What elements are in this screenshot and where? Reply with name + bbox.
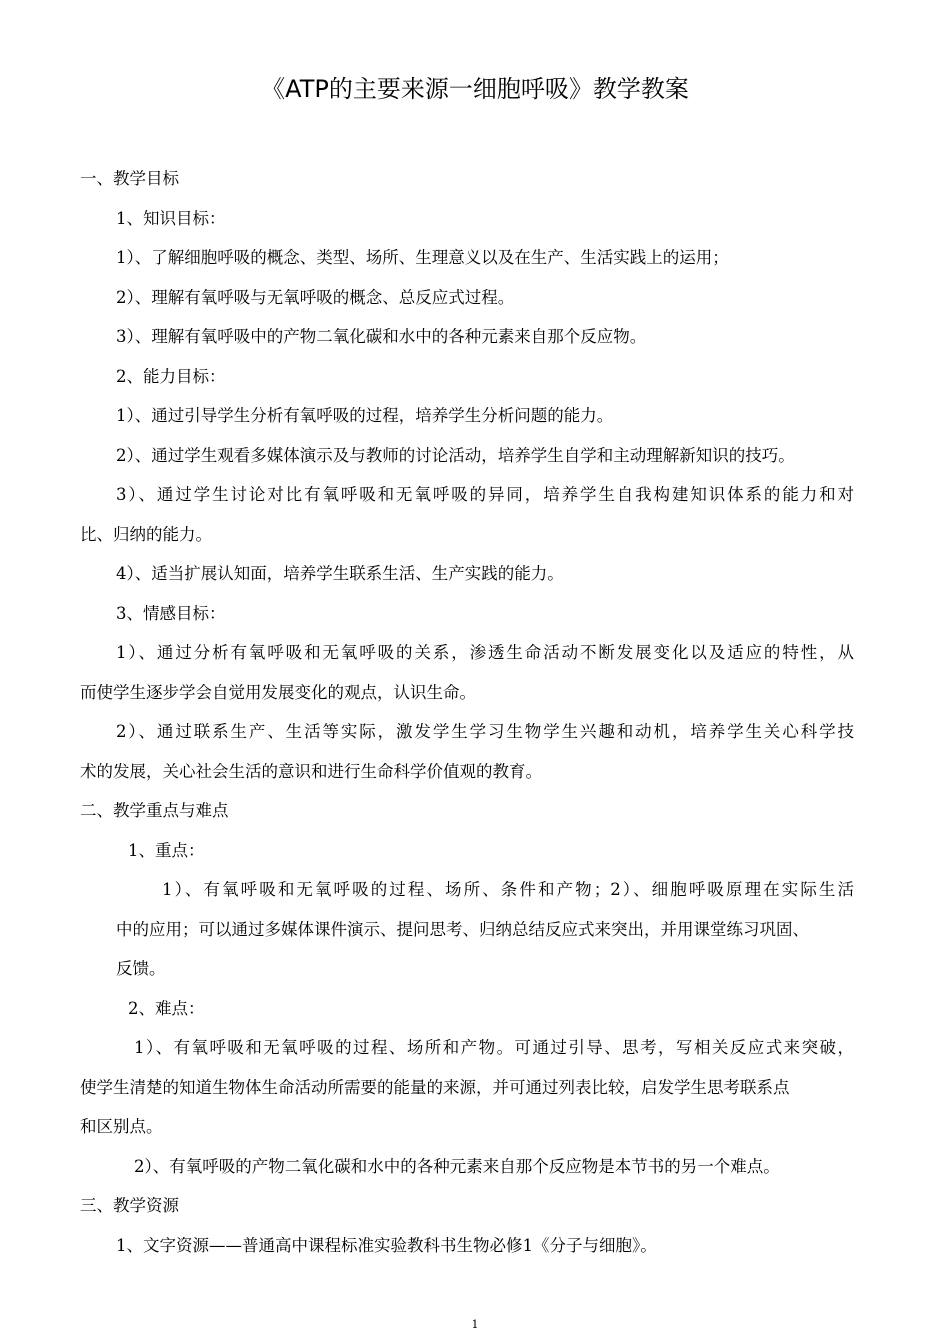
paragraph-line: 4）、适当扩展认知面，培养学生联系生活、生产实践的能力。: [116, 564, 564, 583]
paragraph-line: 反馈。: [116, 959, 166, 978]
section-heading-3: 三、教学资源: [80, 1196, 179, 1215]
paragraph-line: 术的发展，关心社会生活的意识和进行生命科学价值观的教育。: [80, 762, 542, 781]
page-number: 1: [471, 1318, 479, 1331]
paragraph-line: 和区别点。: [80, 1117, 163, 1136]
paragraph-line: 2）、通过联系生产、生活等实际，激发学生学习生物学生兴趣和动机，培养学生关心科学技: [116, 722, 854, 741]
paragraph-line: 3）、通过学生讨论对比有氧呼吸和无氧呼吸的异同，培养学生自我构建知识体系的能力和对: [116, 485, 854, 504]
paragraph-line: 1）、通过引导学生分析有氧呼吸的过程，培养学生分析问题的能力。: [116, 406, 614, 425]
paragraph-line: 3）、理解有氧呼吸中的产物二氧化碳和水中的各种元素来自那个反应物。: [116, 327, 647, 346]
subsection-heading: 2、难点：: [128, 999, 205, 1018]
paragraph-line: 2）、有氧呼吸的产物二氧化碳和水中的各种元素来自那个反应物是本节书的另一个难点。: [134, 1157, 780, 1176]
subsection-heading: 1、知识目标：: [116, 209, 226, 228]
paragraph-line: 比、归纳的能力。: [80, 525, 212, 544]
section-heading-2: 二、教学重点与难点: [80, 801, 229, 820]
subsection-heading: 2、能力目标：: [116, 367, 226, 386]
paragraph-line: 1、文字资源——普通高中课程标准实验教科书生物必修1《分子与细胞》。: [116, 1236, 657, 1255]
subsection-heading: 3、情感目标：: [116, 604, 226, 623]
paragraph-line: 1）、通过分析有氧呼吸和无氧呼吸的关系，渗透生命活动不断发展变化以及适应的特性，从: [116, 643, 854, 662]
section-heading-1: 一、教学目标: [80, 169, 179, 188]
document-title: 《ATP的主要来源一细胞呼吸》教学教案: [261, 75, 689, 103]
paragraph-line: 2）、通过学生观看多媒体演示及与教师的讨论活动，培养学生自学和主动理解新知识的技巧。: [116, 446, 795, 465]
paragraph-line: 使学生清楚的知道生物体生命活动所需要的能量的来源，并可通过列表比较，启发学生思考联系点: [80, 1078, 790, 1097]
paragraph-line: 1）、了解细胞呼吸的概念、类型、场所、生理意义以及在生产、生活实践上的运用；: [116, 248, 729, 267]
paragraph-line: 1）、有氧呼吸和无氧呼吸的过程、场所和产物。可通过引导、思考，写相关反应式来突破，: [134, 1038, 854, 1057]
paragraph-line: 中的应用；可以通过多媒体课件演示、提问思考、归纳总结反应式来突出，并用课堂练习巩固、: [116, 920, 809, 939]
subsection-heading: 1、重点：: [128, 841, 205, 860]
paragraph-line: 1）、有氧呼吸和无氧呼吸的过程、场所、条件和产物；2）、细胞呼吸原理在实际生活: [162, 880, 854, 899]
paragraph-line: 2）、理解有氧呼吸与无氧呼吸的概念、总反应式过程。: [116, 288, 515, 307]
paragraph-line: 而使学生逐步学会自觉用发展变化的观点，认识生命。: [80, 683, 476, 702]
